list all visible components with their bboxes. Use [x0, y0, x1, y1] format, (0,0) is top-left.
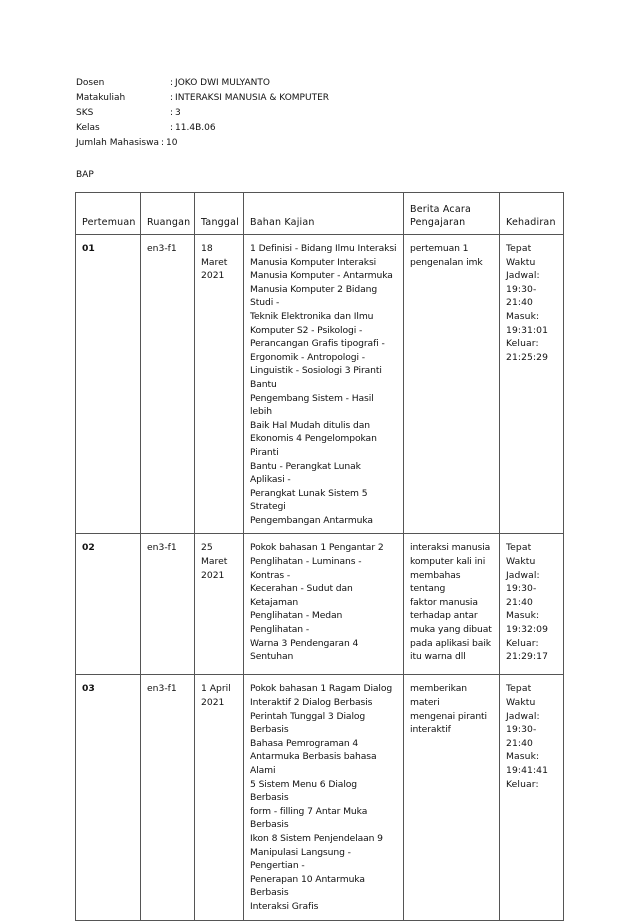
header-bahan: Bahan Kajian — [244, 193, 404, 235]
bahan-kajian-cell — [244, 235, 404, 534]
berita-acara-cell-line: interaksi manusia — [410, 542, 491, 554]
berita-acara-cell-line: terhadap antar — [410, 610, 478, 622]
bahan-kajian-cell-line: Interaktif 2 Dialog Berbasis — [250, 697, 373, 709]
berita-acara-cell — [404, 534, 500, 675]
bahan-kajian-cell-line: Teknik Elektronika dan Ilmu — [250, 310, 374, 322]
header-kehadiran: Kehadiran — [500, 193, 564, 235]
kehadiran-cell-line: Jadwal: — [506, 710, 540, 722]
bahan-kajian-cell-line: Ergonomik - Antropologi - — [250, 351, 365, 363]
kehadiran-cell-line: 19:32:09 — [506, 624, 549, 636]
bahan-kajian-cell-line: Penerapan 10 Antarmuka Berbasis — [250, 873, 365, 899]
bahan-kajian-cell-line: Manusia Komputer - Antarmuka — [250, 270, 393, 282]
kelas-label: Kelas — [76, 123, 100, 133]
bahan-kajian-cell-line: 5 Sistem Menu 6 Dialog Berbasis — [250, 778, 358, 804]
berita-acara-cell-line: pada aplikasi baik — [410, 637, 491, 649]
pertemuan-cell: 01 — [76, 235, 141, 534]
bahan-kajian-cell-line: Antarmuka Berbasis bahasa Alami — [250, 751, 377, 777]
tanggal-cell — [195, 675, 244, 920]
kehadiran-cell-line: Tepat — [506, 243, 532, 254]
bahan-kajian-cell-line: Perintah Tunggal 3 Dialog Berbasis — [250, 710, 366, 736]
bahan-kajian-cell-line: Komputer S2 - Psikologi - — [250, 324, 363, 336]
tanggal-cell-line: 2021 — [201, 697, 225, 709]
kehadiran-cell-line: Masuk: — [506, 751, 540, 763]
kehadiran-cell-line: Masuk: — [506, 610, 540, 622]
kehadiran-cell — [500, 534, 564, 675]
kehadiran-cell-line: Waktu — [506, 556, 536, 568]
tanggal-cell-line: 2021 — [201, 270, 225, 282]
dosen-row: Dosen : JOKO DWI MULYANTO — [76, 76, 329, 91]
bahan-kajian-cell-line: Manipulasi Langsung - Pengertian - — [250, 846, 351, 872]
jumlah-row: Jumlah Mahasiswa : 10 — [76, 136, 329, 151]
berita-acara-cell-line: komputer kali ini — [410, 556, 486, 568]
kehadiran-cell — [500, 235, 564, 534]
bahan-kajian-cell-line: 1 Definisi - Bidang Ilmu Interaksi — [250, 243, 397, 254]
kehadiran-cell-line: Keluar: — [506, 778, 539, 790]
berita-acara-cell-line: faktor manusia — [410, 596, 478, 608]
kehadiran-cell-line: Waktu — [506, 256, 536, 268]
header-tanggal: Tanggal — [195, 193, 244, 235]
course-info — [76, 76, 329, 151]
kehadiran-cell-line: 21:40 — [506, 596, 533, 608]
header-berita — [404, 193, 500, 235]
kehadiran-cell-line: 19:41:41 — [506, 765, 549, 777]
berita-acara-cell — [404, 675, 500, 920]
ruangan-cell: en3-f1 — [141, 675, 195, 920]
tanggal-cell-line: Maret — [201, 556, 228, 568]
tanggal-cell-line: 2021 — [201, 569, 225, 581]
kehadiran-cell-line: 19:30- — [506, 724, 537, 736]
bahan-kajian-cell-line: Ekonomis 4 Pengelompokan Piranti — [250, 433, 377, 458]
tanggal-cell-line: Maret — [201, 256, 228, 268]
sks-label: SKS — [76, 108, 94, 118]
kehadiran-cell-line: Jadwal: — [506, 270, 540, 282]
tanggal-cell-line: 18 — [201, 243, 213, 254]
kehadiran-cell-line: 19:30- — [506, 583, 537, 595]
bahan-kajian-cell-line: Warna 3 Pendengaran 4 Sentuhan — [250, 637, 359, 663]
kehadiran-cell-line: Masuk: — [506, 310, 540, 322]
kelas-value: 11.4B.06 — [175, 123, 216, 133]
dosen-label: Dosen — [76, 78, 105, 88]
tanggal-cell — [195, 235, 244, 534]
kehadiran-cell-line: Tepat — [506, 542, 532, 554]
bahan-kajian-cell-line: Penglihatan - Medan Penglihatan - — [250, 610, 343, 636]
bahan-kajian-cell-line: Bantu - Perangkat Lunak Aplikasi - — [250, 460, 361, 486]
bahan-kajian-cell-line: form - filling 7 Antar Muka Berbasis — [250, 805, 368, 831]
bahan-kajian-cell-line: Manusia Komputer 2 Bidang Studi - — [250, 283, 378, 309]
kehadiran-cell-line: 19:31:01 — [506, 324, 549, 336]
dosen-value: JOKO DWI MULYANTO — [175, 78, 270, 88]
jumlah-label: Jumlah Mahasiswa — [76, 138, 159, 148]
bahan-kajian-cell-line: Manusia Komputer Interaksi — [250, 256, 377, 268]
berita-acara-cell-line: mengenai piranti — [410, 710, 488, 722]
table-row — [76, 675, 564, 920]
tanggal-cell-line: 1 April — [201, 683, 231, 695]
bahan-kajian-cell — [244, 675, 404, 920]
berita-acara-cell-line: membahas tentang — [410, 569, 461, 595]
bahan-kajian-cell-line: Pengembang Sistem - Hasil lebih — [250, 392, 374, 418]
tanggal-cell — [195, 534, 244, 675]
kehadiran-cell-line: Jadwal: — [506, 569, 540, 581]
bahan-kajian-cell-line: Perangkat Lunak Sistem 5 Strategi — [250, 487, 368, 513]
bahan-kajian-cell-line: Linguistik - Sosiologi 3 Piranti Bantu — [250, 365, 382, 390]
section-title: BAP — [76, 170, 94, 180]
bahan-kajian-cell-line: Penglihatan - Luminans - Kontras - — [250, 556, 362, 581]
jumlah-value: 10 — [166, 138, 178, 148]
sks-row: SKS : 3 — [76, 106, 329, 121]
bahan-kajian-cell-line: Perancangan Grafis tipografi - — [250, 338, 385, 350]
kehadiran-cell-line: 21:25:29 — [506, 351, 549, 363]
header-berita-line2: Pengajaran — [410, 217, 466, 228]
matakuliah-label: Matakuliah — [76, 93, 126, 103]
header-pertemuan: Pertemuan — [76, 193, 141, 235]
table-row — [76, 534, 564, 675]
table-row — [76, 235, 564, 534]
berita-acara-cell-line: pertemuan 1 — [410, 243, 469, 254]
sks-value: 3 — [175, 108, 181, 118]
pertemuan-cell: 02 — [76, 534, 141, 675]
bahan-kajian-cell-line: Bahasa Pemrograman 4 — [250, 737, 359, 749]
berita-acara-cell-line: pengenalan imk — [410, 256, 483, 268]
table-header-row — [76, 193, 564, 235]
matakuliah-row: Matakuliah : INTERAKSI MANUSIA & KOMPUTER — [76, 91, 329, 106]
berita-acara-cell — [404, 235, 500, 534]
kehadiran-cell-line: 19:30- — [506, 283, 537, 295]
bahan-kajian-cell-line: Pokok bahasan 1 Pengantar 2 — [250, 542, 384, 554]
bahan-kajian-cell-line: Baik Hal Mudah ditulis dan — [250, 419, 371, 431]
ruangan-cell: en3-f1 — [141, 235, 195, 534]
bahan-kajian-cell-line: Pengembangan Antarmuka — [250, 514, 373, 526]
berita-acara-cell-line: itu warna dll — [410, 651, 466, 663]
bahan-kajian-cell-line: Interaksi Grafis — [250, 900, 319, 912]
berita-acara-cell-line: interaktif — [410, 724, 451, 736]
berita-acara-cell-line: memberikan materi — [410, 683, 467, 709]
bap-table — [75, 192, 564, 921]
kehadiran-cell-line: 21:29:17 — [506, 651, 549, 663]
ruangan-cell: en3-f1 — [141, 534, 195, 675]
bahan-kajian-cell — [244, 534, 404, 675]
header-berita-line1: Berita Acara — [410, 204, 471, 215]
matakuliah-value: INTERAKSI MANUSIA & KOMPUTER — [175, 93, 330, 103]
kehadiran-cell-line: Tepat — [506, 683, 532, 695]
kehadiran-cell-line: Keluar: — [506, 637, 539, 649]
header-ruangan: Ruangan — [141, 193, 195, 235]
bahan-kajian-cell-line: Ikon 8 Sistem Penjendelaan 9 — [250, 833, 383, 844]
pertemuan-cell: 03 — [76, 675, 141, 920]
kehadiran-cell-line: Keluar: — [506, 338, 539, 350]
kehadiran-cell-line: Waktu — [506, 697, 536, 709]
kehadiran-cell-line: 21:40 — [506, 297, 533, 309]
tanggal-cell-line: 25 — [201, 542, 213, 554]
kehadiran-cell-line: 21:40 — [506, 737, 533, 749]
kelas-row: Kelas : 11.4B.06 — [76, 121, 329, 136]
bahan-kajian-cell-line: Pokok bahasan 1 Ragam Dialog — [250, 683, 393, 695]
berita-acara-cell-line: muka yang dibuat — [410, 624, 492, 636]
bahan-kajian-cell-line: Kecerahan - Sudut dan Ketajaman — [250, 583, 353, 608]
kehadiran-cell — [500, 675, 564, 920]
